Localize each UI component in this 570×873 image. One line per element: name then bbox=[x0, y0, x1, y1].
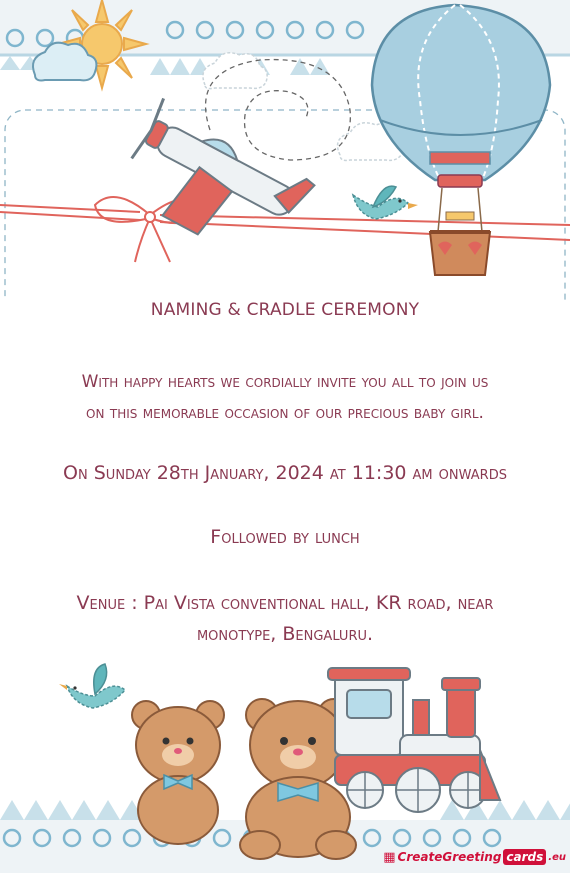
teddy-bear-icon bbox=[132, 701, 224, 844]
brand-name-part3: .eu bbox=[548, 851, 566, 863]
brand-logo bbox=[383, 844, 566, 870]
brand-name-part1: CreateGreeting bbox=[397, 850, 502, 864]
venue-line-2: monotype, Bengaluru. bbox=[196, 623, 374, 645]
airplane-icon bbox=[115, 98, 317, 272]
message-line-1: With happy hearts we cordially invite you all to join us bbox=[81, 372, 489, 392]
gift-icon: ▦ bbox=[383, 849, 396, 865]
hot-air-balloon-icon bbox=[372, 5, 550, 275]
top-illustration bbox=[0, 0, 570, 300]
bird-icon bbox=[59, 664, 125, 708]
event-date: On Sunday 28th January, 2024 at 11:30 am onwards bbox=[63, 462, 507, 484]
toy-train-icon bbox=[328, 668, 500, 812]
venue-line-1: Venue : Pai Vista conventional hall, KR road, near bbox=[76, 592, 494, 614]
message-line-2: on this memorable occasion of our precious baby girl. bbox=[86, 403, 484, 423]
followup-note: Followed by lunch bbox=[210, 526, 360, 548]
brand-name-part2: cards bbox=[503, 849, 546, 865]
bird-icon bbox=[353, 186, 418, 219]
invitation-title: NAMING & CRADLE CEREMONY bbox=[150, 300, 420, 320]
invitation-message bbox=[0, 367, 570, 429]
bottom-illustration bbox=[0, 640, 570, 873]
